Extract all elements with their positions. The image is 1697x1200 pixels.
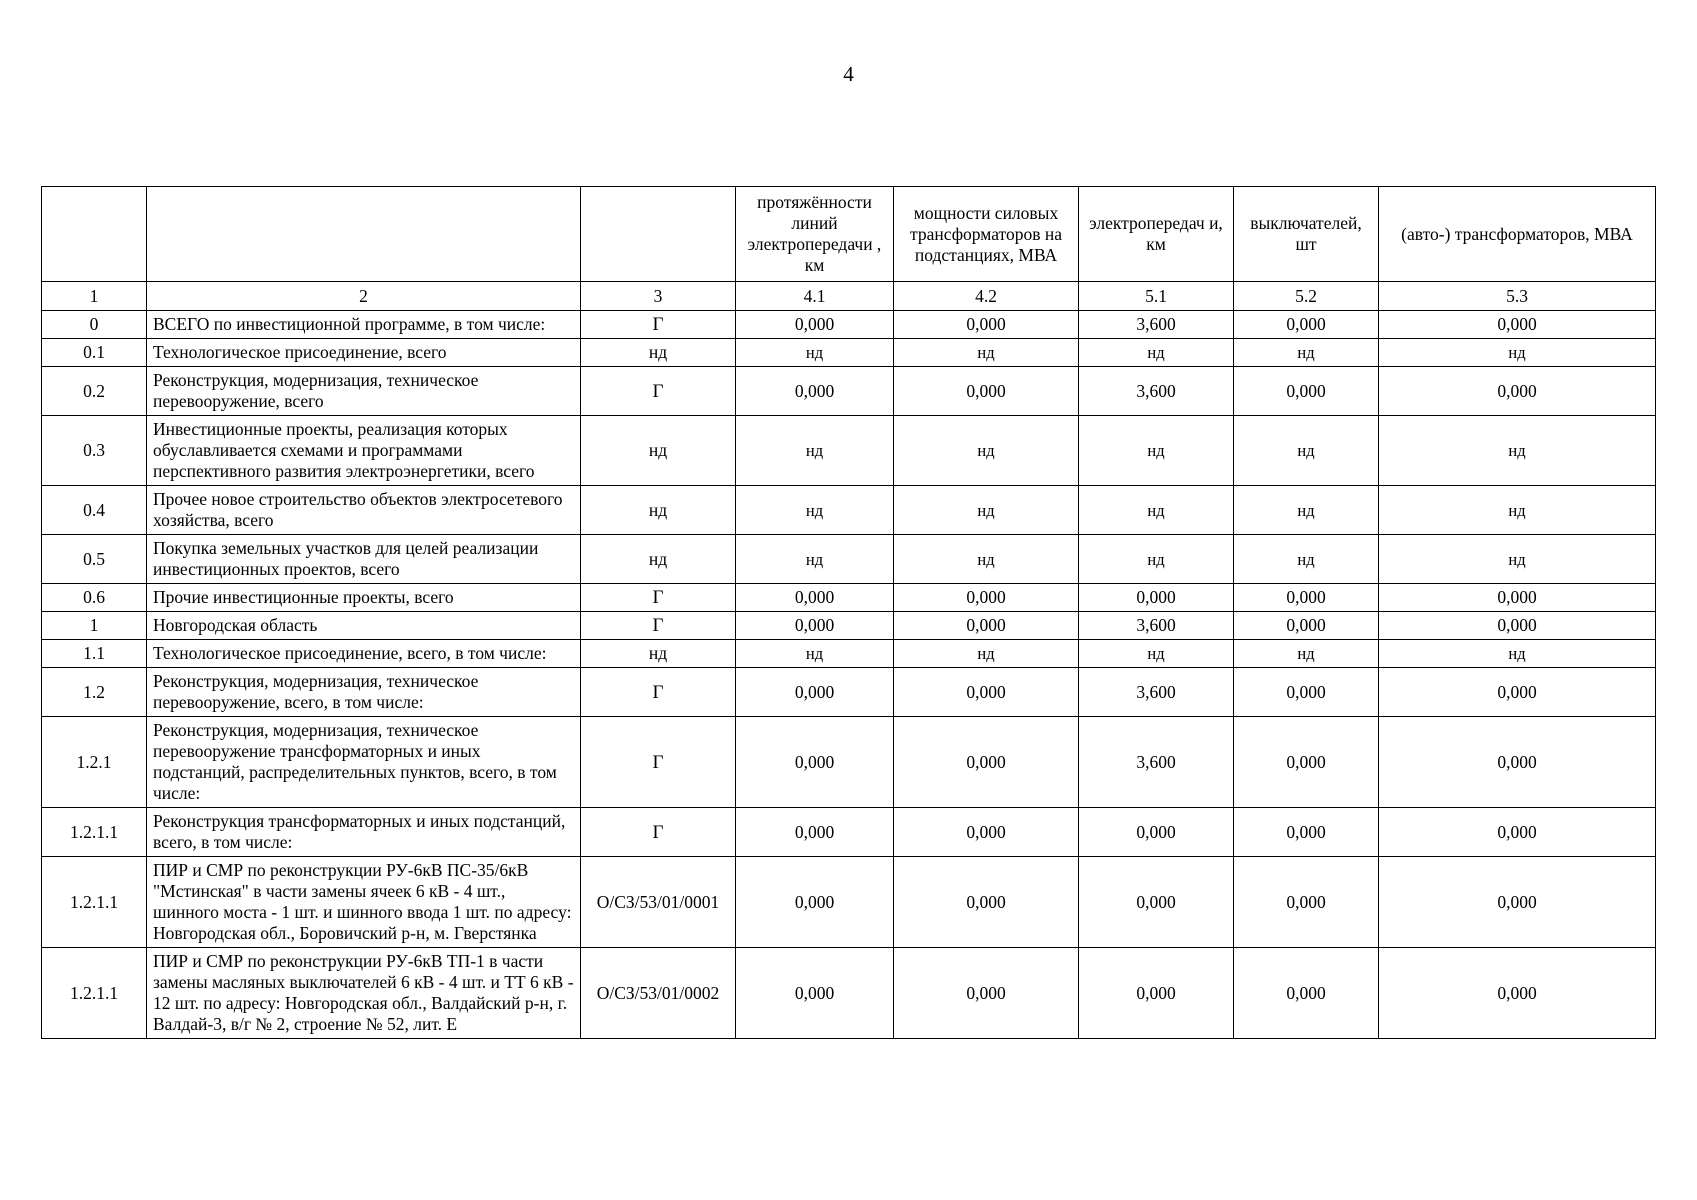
row-value-52: нд bbox=[1234, 416, 1379, 486]
header-cell-switches-count: выключателей, шт bbox=[1234, 187, 1379, 282]
row-name: Прочее новое строительство объектов электросетевого хозяйства, всего bbox=[147, 486, 581, 535]
row-value-53: нд bbox=[1379, 535, 1656, 584]
row-value-52: нд bbox=[1234, 486, 1379, 535]
row-value-42: нд bbox=[894, 535, 1079, 584]
row-value-41: 0,000 bbox=[736, 584, 894, 612]
row-mark: Г bbox=[581, 808, 736, 857]
row-value-53: 0,000 bbox=[1379, 808, 1656, 857]
row-value-42: 0,000 bbox=[894, 808, 1079, 857]
row-value-42: нд bbox=[894, 339, 1079, 367]
column-number-42: 4.2 bbox=[894, 282, 1079, 311]
row-value-42: нд bbox=[894, 640, 1079, 668]
row-value-53: нд bbox=[1379, 416, 1656, 486]
row-mark: Г bbox=[581, 367, 736, 416]
table-row bbox=[42, 668, 1656, 717]
row-value-41: 0,000 bbox=[736, 857, 894, 948]
row-value-41: 0,000 bbox=[736, 717, 894, 808]
row-name: ВСЕГО по инвестиционной программе, в том числе: bbox=[147, 311, 581, 339]
header-cell-name bbox=[147, 187, 581, 282]
table-row bbox=[42, 416, 1656, 486]
row-name: Инвестиционные проекты, реализация которых обуславливается схемами и программами перспективного развития электроэнергетики, всего bbox=[147, 416, 581, 486]
row-value-53: 0,000 bbox=[1379, 717, 1656, 808]
table-row bbox=[42, 717, 1656, 808]
row-value-52: 0,000 bbox=[1234, 311, 1379, 339]
row-value-42: нд bbox=[894, 486, 1079, 535]
row-mark: нд bbox=[581, 640, 736, 668]
table-row bbox=[42, 339, 1656, 367]
row-code: 1.2.1.1 bbox=[42, 857, 147, 948]
row-value-41: нд bbox=[736, 486, 894, 535]
table-row bbox=[42, 584, 1656, 612]
row-value-41: нд bbox=[736, 339, 894, 367]
column-number-41: 4.1 bbox=[736, 282, 894, 311]
row-value-52: 0,000 bbox=[1234, 857, 1379, 948]
row-value-42: 0,000 bbox=[894, 948, 1079, 1039]
row-value-42: 0,000 bbox=[894, 668, 1079, 717]
row-value-53: нд bbox=[1379, 339, 1656, 367]
row-code: 1.2.1.1 bbox=[42, 948, 147, 1039]
column-number-53: 5.3 bbox=[1379, 282, 1656, 311]
row-value-52: 0,000 bbox=[1234, 808, 1379, 857]
row-value-51: 3,600 bbox=[1079, 717, 1234, 808]
column-number-2: 2 bbox=[147, 282, 581, 311]
row-value-52: нд bbox=[1234, 339, 1379, 367]
row-name: Реконструкция трансформаторных и иных подстанций, всего, в том числе: bbox=[147, 808, 581, 857]
row-mark: нд bbox=[581, 339, 736, 367]
row-mark: О/СЗ/53/01/0002 bbox=[581, 948, 736, 1039]
row-value-51: 3,600 bbox=[1079, 668, 1234, 717]
column-number-51: 5.1 bbox=[1079, 282, 1234, 311]
row-value-51: нд bbox=[1079, 486, 1234, 535]
row-value-52: 0,000 bbox=[1234, 948, 1379, 1039]
column-number-3: 3 bbox=[581, 282, 736, 311]
header-cell-transformer-power: мощности силовых трансформаторов на подстанциях, МВА bbox=[894, 187, 1079, 282]
column-number-1: 1 bbox=[42, 282, 147, 311]
row-mark: Г bbox=[581, 311, 736, 339]
row-value-53: 0,000 bbox=[1379, 311, 1656, 339]
row-mark: Г bbox=[581, 668, 736, 717]
row-value-53: нд bbox=[1379, 640, 1656, 668]
row-value-53: 0,000 bbox=[1379, 612, 1656, 640]
row-value-51: нд bbox=[1079, 339, 1234, 367]
row-mark: О/СЗ/53/01/0001 bbox=[581, 857, 736, 948]
row-code: 0.1 bbox=[42, 339, 147, 367]
row-mark: нд bbox=[581, 535, 736, 584]
page-number: 4 bbox=[843, 62, 854, 86]
row-mark: Г bbox=[581, 584, 736, 612]
investment-program-table-container bbox=[41, 186, 1655, 1039]
row-value-41: 0,000 bbox=[736, 948, 894, 1039]
row-name: Реконструкция, модернизация, техническое перевооружение трансформаторных и иных подстанций, распределительных пунктов, всего, в том числе: bbox=[147, 717, 581, 808]
row-name: Технологическое присоединение, всего bbox=[147, 339, 581, 367]
row-name: ПИР и СМР по реконструкции РУ-6кВ ТП-1 в части замены масляных выключателей 6 кВ - 4 шт. и ТТ 6 кВ - 12 шт. по адресу: Новгородская обл., Валдайский р-н, г. Валдай-3, в/г № 2, строение № 52, лит. Е bbox=[147, 948, 581, 1039]
row-value-52: нд bbox=[1234, 535, 1379, 584]
row-value-51: 0,000 bbox=[1079, 857, 1234, 948]
row-value-53: 0,000 bbox=[1379, 367, 1656, 416]
header-cell-mark bbox=[581, 187, 736, 282]
row-value-51: нд bbox=[1079, 535, 1234, 584]
row-value-41: 0,000 bbox=[736, 367, 894, 416]
row-value-41: нд bbox=[736, 640, 894, 668]
row-code: 0.4 bbox=[42, 486, 147, 535]
row-value-53: 0,000 bbox=[1379, 668, 1656, 717]
row-code: 1.2.1 bbox=[42, 717, 147, 808]
row-value-51: 3,600 bbox=[1079, 612, 1234, 640]
row-value-51: 0,000 bbox=[1079, 584, 1234, 612]
row-value-41: нд bbox=[736, 535, 894, 584]
row-value-52: нд bbox=[1234, 640, 1379, 668]
row-code: 1.1 bbox=[42, 640, 147, 668]
row-value-42: 0,000 bbox=[894, 584, 1079, 612]
row-value-51: нд bbox=[1079, 416, 1234, 486]
row-mark: нд bbox=[581, 486, 736, 535]
row-value-53: 0,000 bbox=[1379, 857, 1656, 948]
table-row bbox=[42, 857, 1656, 948]
row-code: 0.3 bbox=[42, 416, 147, 486]
row-name: ПИР и СМР по реконструкции РУ-6кВ ПС-35/6кВ "Мстинская" в части замены ячеек 6 кВ - 4 шт., шинного моста - 1 шт. и шинного ввода 1 шт. по адресу: Новгородская обл., Боровичский р-н, м. Гверстянка bbox=[147, 857, 581, 948]
table-row bbox=[42, 367, 1656, 416]
row-name: Покупка земельных участков для целей реализации инвестиционных проектов, всего bbox=[147, 535, 581, 584]
header-cell-line-length: протяжённости линий электропередачи , км bbox=[736, 187, 894, 282]
row-value-42: 0,000 bbox=[894, 717, 1079, 808]
row-code: 0.6 bbox=[42, 584, 147, 612]
header-cell-code bbox=[42, 187, 147, 282]
table-row bbox=[42, 640, 1656, 668]
row-value-51: 3,600 bbox=[1079, 367, 1234, 416]
row-code: 1 bbox=[42, 612, 147, 640]
row-value-42: нд bbox=[894, 416, 1079, 486]
row-value-41: нд bbox=[736, 416, 894, 486]
row-code: 0 bbox=[42, 311, 147, 339]
row-name: Технологическое присоединение, всего, в том числе: bbox=[147, 640, 581, 668]
table-column-number-row bbox=[42, 282, 1656, 311]
row-name: Прочие инвестиционные проекты, всего bbox=[147, 584, 581, 612]
row-value-41: 0,000 bbox=[736, 311, 894, 339]
row-value-41: 0,000 bbox=[736, 612, 894, 640]
row-value-41: 0,000 bbox=[736, 668, 894, 717]
row-value-52: 0,000 bbox=[1234, 367, 1379, 416]
row-value-42: 0,000 bbox=[894, 612, 1079, 640]
row-value-42: 0,000 bbox=[894, 311, 1079, 339]
table-row bbox=[42, 535, 1656, 584]
row-value-51: 0,000 bbox=[1079, 808, 1234, 857]
table-row bbox=[42, 486, 1656, 535]
row-code: 0.5 bbox=[42, 535, 147, 584]
row-code: 1.2.1.1 bbox=[42, 808, 147, 857]
row-mark: Г bbox=[581, 612, 736, 640]
table-header-row bbox=[42, 187, 1656, 282]
investment-program-table bbox=[41, 186, 1656, 1039]
row-value-51: нд bbox=[1079, 640, 1234, 668]
table-row bbox=[42, 311, 1656, 339]
row-name: Реконструкция, модернизация, техническое перевооружение, всего bbox=[147, 367, 581, 416]
header-cell-autotransformers-mva: (авто-) трансформаторов, МВА bbox=[1379, 187, 1656, 282]
row-value-53: нд bbox=[1379, 486, 1656, 535]
row-value-51: 3,600 bbox=[1079, 311, 1234, 339]
row-value-53: 0,000 bbox=[1379, 584, 1656, 612]
row-mark: Г bbox=[581, 717, 736, 808]
table-row bbox=[42, 808, 1656, 857]
row-value-52: 0,000 bbox=[1234, 612, 1379, 640]
row-name: Реконструкция, модернизация, техническое перевооружение, всего, в том числе: bbox=[147, 668, 581, 717]
column-number-52: 5.2 bbox=[1234, 282, 1379, 311]
row-mark: нд bbox=[581, 416, 736, 486]
row-value-52: 0,000 bbox=[1234, 717, 1379, 808]
row-name: Новгородская область bbox=[147, 612, 581, 640]
table-row bbox=[42, 948, 1656, 1039]
row-value-53: 0,000 bbox=[1379, 948, 1656, 1039]
row-value-52: 0,000 bbox=[1234, 668, 1379, 717]
row-value-52: 0,000 bbox=[1234, 584, 1379, 612]
row-code: 1.2 bbox=[42, 668, 147, 717]
row-value-42: 0,000 bbox=[894, 367, 1079, 416]
row-value-51: 0,000 bbox=[1079, 948, 1234, 1039]
row-code: 0.2 bbox=[42, 367, 147, 416]
header-cell-powerlines-km: электропередач и, км bbox=[1079, 187, 1234, 282]
row-value-41: 0,000 bbox=[736, 808, 894, 857]
row-value-42: 0,000 bbox=[894, 857, 1079, 948]
table-row bbox=[42, 612, 1656, 640]
